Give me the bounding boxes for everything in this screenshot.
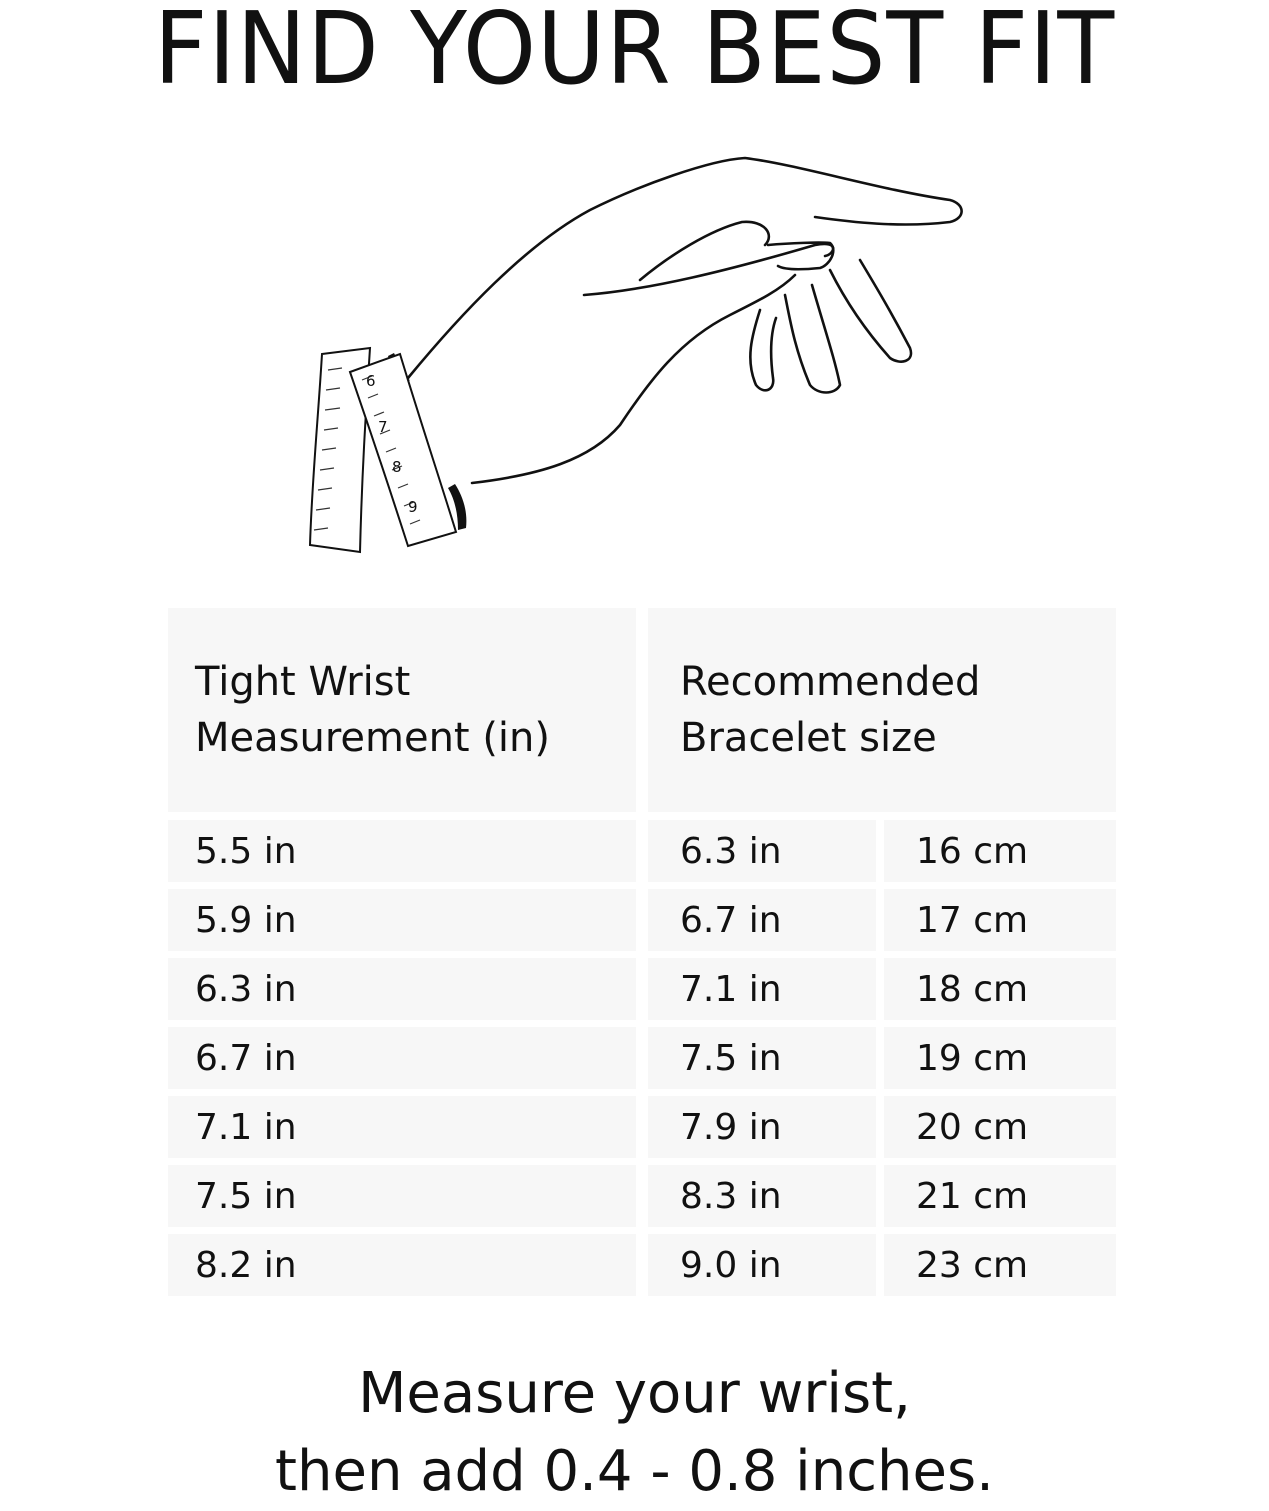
header-wrist-line: Measurement (in) xyxy=(195,715,550,761)
table-cell-size-in: 6.3 in xyxy=(648,820,876,882)
table-cell-size-in: 8.3 in xyxy=(648,1165,876,1227)
table-cell-size-cm: 16 cm xyxy=(884,820,1116,882)
table-cell-wrist: 6.7 in xyxy=(168,1027,636,1089)
tape-number: 9 xyxy=(408,498,418,516)
tape-number: 6 xyxy=(366,372,376,390)
table-cell-wrist: 5.5 in xyxy=(168,820,636,882)
tape-number: 8 xyxy=(392,458,402,476)
table-header-wrist xyxy=(168,608,636,812)
instruction-text xyxy=(0,1355,1269,1511)
table-cell-size-cm: 17 cm xyxy=(884,889,1116,951)
table-cell-wrist: 6.3 in xyxy=(168,958,636,1020)
tape-number: 7 xyxy=(378,418,388,436)
table-cell-size-cm: 21 cm xyxy=(884,1165,1116,1227)
table-cell-wrist: 5.9 in xyxy=(168,889,636,951)
header-size-line: Bracelet size xyxy=(680,715,937,761)
table-cell-size-cm: 20 cm xyxy=(884,1096,1116,1158)
hand-with-measuring-tape-icon xyxy=(290,140,980,560)
header-size-line: Recommended xyxy=(680,659,981,705)
table-cell-size-cm: 18 cm xyxy=(884,958,1116,1020)
table-cell-size-in: 7.9 in xyxy=(648,1096,876,1158)
page-title: FIND YOUR BEST FIT xyxy=(153,0,1116,107)
header-wrist-line: Tight Wrist xyxy=(195,659,411,705)
instruction-line: Measure your wrist, xyxy=(358,1361,911,1426)
instruction-line: then add 0.4 - 0.8 inches. xyxy=(275,1439,994,1504)
table-cell-size-cm: 19 cm xyxy=(884,1027,1116,1089)
table-cell-size-in: 6.7 in xyxy=(648,889,876,951)
table-cell-size-cm: 23 cm xyxy=(884,1234,1116,1296)
table-cell-wrist: 8.2 in xyxy=(168,1234,636,1296)
table-cell-wrist: 7.5 in xyxy=(168,1165,636,1227)
table-cell-wrist: 7.1 in xyxy=(168,1096,636,1158)
table-cell-size-in: 7.1 in xyxy=(648,958,876,1020)
table-header-size xyxy=(648,608,1116,812)
table-cell-size-in: 9.0 in xyxy=(648,1234,876,1296)
table-cell-size-in: 7.5 in xyxy=(648,1027,876,1089)
